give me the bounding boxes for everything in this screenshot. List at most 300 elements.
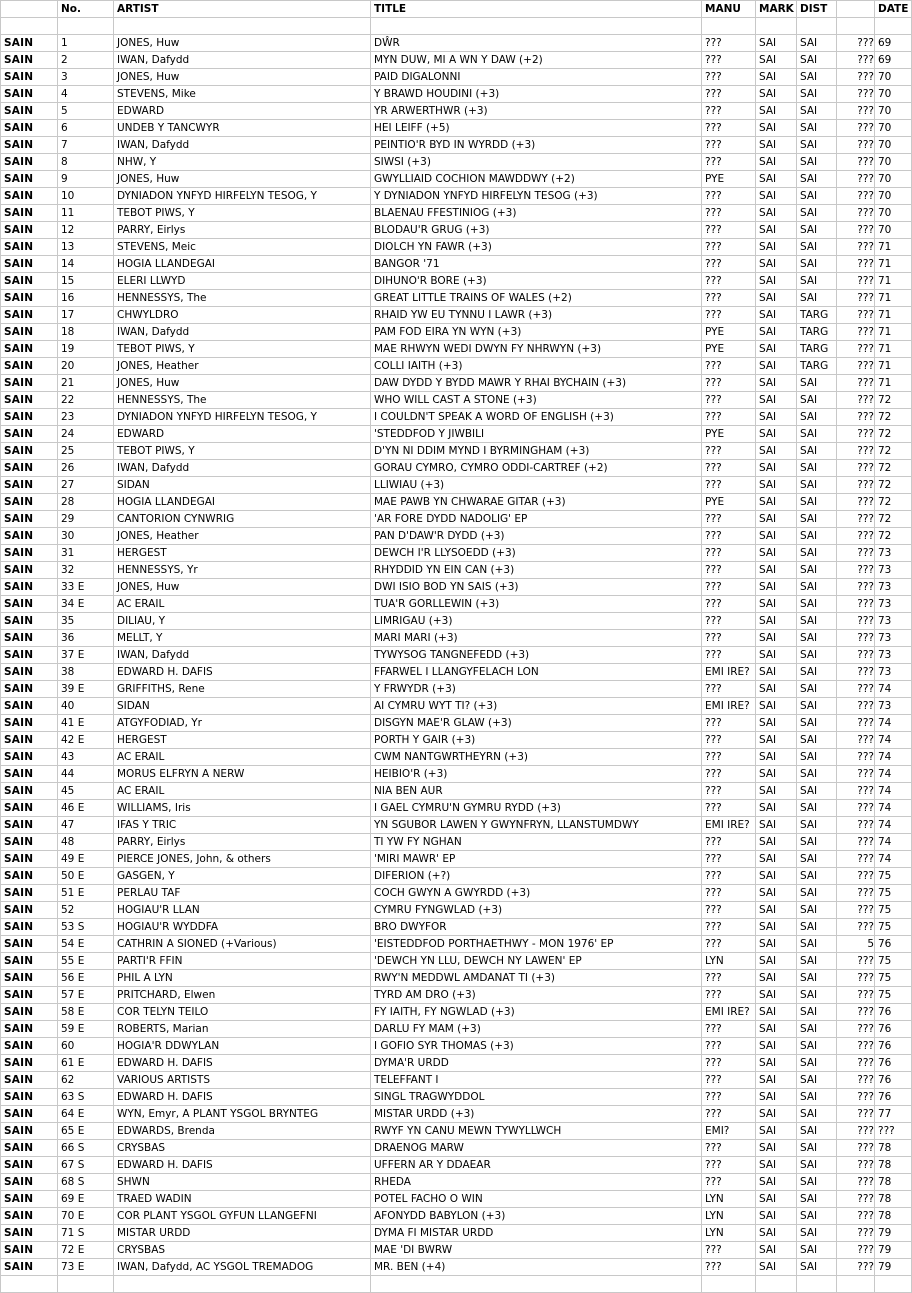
title-cell: MR. BEN (+4) [371, 1259, 702, 1276]
number-cell: 48 [58, 834, 114, 851]
number-cell: 65 E [58, 1123, 114, 1140]
table-row [1, 443, 912, 460]
date-cell: 76 [875, 1038, 912, 1055]
manu-cell: ??? [702, 375, 756, 392]
artist-cell: ATGYFODIAD, Yr [114, 715, 371, 732]
number-cell: 28 [58, 494, 114, 511]
unknown-cell: ??? [837, 494, 875, 511]
title-cell: DIHUNO'R BORE (+3) [371, 273, 702, 290]
mark-cell: SAI [756, 902, 797, 919]
artist-cell: JONES, Huw [114, 69, 371, 86]
number-cell: 73 E [58, 1259, 114, 1276]
artist-cell: GRIFFITHS, Rene [114, 681, 371, 698]
unknown-cell: ??? [837, 851, 875, 868]
number-cell: 30 [58, 528, 114, 545]
table-row [1, 1157, 912, 1174]
dist-cell: SAI [797, 188, 837, 205]
number-cell: 50 E [58, 868, 114, 885]
title-cell: TYRD AM DRO (+3) [371, 987, 702, 1004]
artist-cell: NHW, Y [114, 154, 371, 171]
unknown-cell: ??? [837, 1174, 875, 1191]
date-cell: 79 [875, 1259, 912, 1276]
mark-cell: SAI [756, 715, 797, 732]
artist-cell: HERGEST [114, 545, 371, 562]
table-row [1, 528, 912, 545]
table-row [1, 222, 912, 239]
table-row [1, 1208, 912, 1225]
title-cell: PEINTIO'R BYD IN WYRDD (+3) [371, 137, 702, 154]
title-cell: RWY'N MEDDWL AMDANAT TI (+3) [371, 970, 702, 987]
title-cell: DYMA FI MISTAR URDD [371, 1225, 702, 1242]
date-cell: 72 [875, 477, 912, 494]
mark-cell: SAI [756, 222, 797, 239]
number-cell: 45 [58, 783, 114, 800]
dist-cell: SAI [797, 1157, 837, 1174]
title-cell: 'EISTEDDFOD PORTHAETHWY - MON 1976' EP [371, 936, 702, 953]
number-cell: 46 E [58, 800, 114, 817]
title-cell: NIA BEN AUR [371, 783, 702, 800]
date-cell: 70 [875, 222, 912, 239]
label-cell: SAIN [1, 341, 58, 358]
artist-cell: EDWARD H. DAFIS [114, 664, 371, 681]
artist-cell: IWAN, Dafydd [114, 52, 371, 69]
label-cell: SAIN [1, 1225, 58, 1242]
artist-cell: PARRY, Eirlys [114, 222, 371, 239]
number-cell: 43 [58, 749, 114, 766]
table-row [1, 154, 912, 171]
number-cell: 20 [58, 358, 114, 375]
dist-cell: SAI [797, 715, 837, 732]
table-row [1, 851, 912, 868]
table-row [1, 1140, 912, 1157]
header-manu: MANU [702, 1, 756, 18]
title-cell: I COULDN'T SPEAK A WORD OF ENGLISH (+3) [371, 409, 702, 426]
title-cell: FFARWEL I LLANGYFELACH LON [371, 664, 702, 681]
date-cell: 78 [875, 1191, 912, 1208]
manu-cell: ??? [702, 766, 756, 783]
artist-cell: EDWARD [114, 103, 371, 120]
title-cell: BLODAU'R GRUG (+3) [371, 222, 702, 239]
artist-cell: COR PLANT YSGOL GYFUN LLANGEFNI [114, 1208, 371, 1225]
manu-cell: EMI IRE? [702, 1004, 756, 1021]
mark-cell: SAI [756, 919, 797, 936]
title-cell: AFONYDD BABYLON (+3) [371, 1208, 702, 1225]
label-cell: SAIN [1, 783, 58, 800]
table-row [1, 1259, 912, 1276]
artist-cell: MORUS ELFRYN A NERW [114, 766, 371, 783]
unknown-cell: ??? [837, 919, 875, 936]
mark-cell: SAI [756, 188, 797, 205]
mark-cell: SAI [756, 851, 797, 868]
table-row [1, 885, 912, 902]
dist-cell: SAI [797, 1089, 837, 1106]
artist-cell: STEVENS, Mike [114, 86, 371, 103]
dist-cell: SAI [797, 1123, 837, 1140]
artist-cell: CRYSBAS [114, 1140, 371, 1157]
dist-cell: SAI [797, 1106, 837, 1123]
number-cell: 47 [58, 817, 114, 834]
mark-cell: SAI [756, 1140, 797, 1157]
manu-cell: ??? [702, 715, 756, 732]
date-cell: 74 [875, 749, 912, 766]
mark-cell: SAI [756, 834, 797, 851]
date-cell: 71 [875, 273, 912, 290]
unknown-cell: ??? [837, 868, 875, 885]
manu-cell: ??? [702, 749, 756, 766]
unknown-cell: ??? [837, 562, 875, 579]
unknown-cell: ??? [837, 188, 875, 205]
title-cell: DARLU FY MAM (+3) [371, 1021, 702, 1038]
label-cell: SAIN [1, 460, 58, 477]
manu-cell: ??? [702, 256, 756, 273]
dist-cell: SAI [797, 851, 837, 868]
manu-cell: ??? [702, 1072, 756, 1089]
date-cell: 77 [875, 1106, 912, 1123]
artist-cell: JONES, Heather [114, 528, 371, 545]
unknown-cell: ??? [837, 511, 875, 528]
manu-cell: ??? [702, 35, 756, 52]
unknown-cell: ??? [837, 1191, 875, 1208]
spacer-row [1, 1276, 912, 1293]
mark-cell: SAI [756, 1055, 797, 1072]
title-cell: Y DYNIADON YNFYD HIRFELYN TESOG (+3) [371, 188, 702, 205]
number-cell: 51 E [58, 885, 114, 902]
date-cell: 74 [875, 732, 912, 749]
title-cell: DWI ISIO BOD YN SAIS (+3) [371, 579, 702, 596]
label-cell: SAIN [1, 86, 58, 103]
unknown-cell: ??? [837, 596, 875, 613]
table-row [1, 69, 912, 86]
label-cell: SAIN [1, 987, 58, 1004]
table-row [1, 1242, 912, 1259]
label-cell: SAIN [1, 256, 58, 273]
number-cell: 18 [58, 324, 114, 341]
number-cell: 15 [58, 273, 114, 290]
title-cell: LIMRIGAU (+3) [371, 613, 702, 630]
unknown-cell: ??? [837, 528, 875, 545]
table-row [1, 1191, 912, 1208]
date-cell: 78 [875, 1157, 912, 1174]
mark-cell: SAI [756, 1157, 797, 1174]
number-cell: 67 S [58, 1157, 114, 1174]
dist-cell: SAI [797, 953, 837, 970]
manu-cell: ??? [702, 528, 756, 545]
mark-cell: SAI [756, 698, 797, 715]
artist-cell: JONES, Huw [114, 35, 371, 52]
number-cell: 34 E [58, 596, 114, 613]
number-cell: 9 [58, 171, 114, 188]
label-cell: SAIN [1, 681, 58, 698]
title-cell: PAN D'DAW'R DYDD (+3) [371, 528, 702, 545]
dist-cell: TARG [797, 307, 837, 324]
header-label [1, 1, 58, 18]
number-cell: 44 [58, 766, 114, 783]
table-row [1, 749, 912, 766]
number-cell: 26 [58, 460, 114, 477]
table-row [1, 511, 912, 528]
label-cell: SAIN [1, 545, 58, 562]
date-cell: 70 [875, 188, 912, 205]
date-cell: 73 [875, 596, 912, 613]
dist-cell: SAI [797, 528, 837, 545]
number-cell: 23 [58, 409, 114, 426]
manu-cell: ??? [702, 1021, 756, 1038]
manu-cell: ??? [702, 1259, 756, 1276]
date-cell: 75 [875, 868, 912, 885]
unknown-cell: ??? [837, 545, 875, 562]
table-row [1, 426, 912, 443]
dist-cell: TARG [797, 324, 837, 341]
table-row [1, 1004, 912, 1021]
date-cell: 78 [875, 1208, 912, 1225]
number-cell: 11 [58, 205, 114, 222]
dist-cell: SAI [797, 902, 837, 919]
number-cell: 10 [58, 188, 114, 205]
manu-cell: ??? [702, 137, 756, 154]
table-row [1, 919, 912, 936]
number-cell: 25 [58, 443, 114, 460]
date-cell: 71 [875, 358, 912, 375]
unknown-cell: ??? [837, 171, 875, 188]
mark-cell: SAI [756, 1242, 797, 1259]
artist-cell: SIDAN [114, 477, 371, 494]
number-cell: 70 E [58, 1208, 114, 1225]
table-row [1, 460, 912, 477]
manu-cell: ??? [702, 800, 756, 817]
unknown-cell: ??? [837, 613, 875, 630]
title-cell: Y FRWYDR (+3) [371, 681, 702, 698]
label-cell: SAIN [1, 817, 58, 834]
unknown-cell: ??? [837, 324, 875, 341]
label-cell: SAIN [1, 1259, 58, 1276]
number-cell: 17 [58, 307, 114, 324]
table-row [1, 1021, 912, 1038]
number-cell: 35 [58, 613, 114, 630]
label-cell: SAIN [1, 1055, 58, 1072]
date-cell: 76 [875, 1021, 912, 1038]
artist-cell: MISTAR URDD [114, 1225, 371, 1242]
dist-cell: SAI [797, 868, 837, 885]
label-cell: SAIN [1, 477, 58, 494]
manu-cell: LYN [702, 953, 756, 970]
dist-cell: SAI [797, 494, 837, 511]
manu-cell: PYE [702, 341, 756, 358]
header-blank [837, 1, 875, 18]
number-cell: 52 [58, 902, 114, 919]
unknown-cell: ??? [837, 800, 875, 817]
table-row [1, 562, 912, 579]
table-row [1, 120, 912, 137]
label-cell: SAIN [1, 885, 58, 902]
dist-cell: SAI [797, 1259, 837, 1276]
unknown-cell: ??? [837, 664, 875, 681]
label-cell: SAIN [1, 579, 58, 596]
date-cell: 75 [875, 919, 912, 936]
mark-cell: SAI [756, 443, 797, 460]
artist-cell: TEBOT PIWS, Y [114, 341, 371, 358]
title-cell: GORAU CYMRO, CYMRO ODDI-CARTREF (+2) [371, 460, 702, 477]
label-cell: SAIN [1, 851, 58, 868]
title-cell: TYWYSOG TANGNEFEDD (+3) [371, 647, 702, 664]
number-cell: 58 E [58, 1004, 114, 1021]
dist-cell: SAI [797, 103, 837, 120]
mark-cell: SAI [756, 664, 797, 681]
number-cell: 32 [58, 562, 114, 579]
title-cell: PAM FOD EIRA YN WYN (+3) [371, 324, 702, 341]
date-cell: 74 [875, 715, 912, 732]
number-cell: 56 E [58, 970, 114, 987]
unknown-cell: ??? [837, 1157, 875, 1174]
unknown-cell: ??? [837, 970, 875, 987]
number-cell: 3 [58, 69, 114, 86]
unknown-cell: ??? [837, 1140, 875, 1157]
unknown-cell: ??? [837, 749, 875, 766]
table-row [1, 409, 912, 426]
dist-cell: SAI [797, 511, 837, 528]
table-row [1, 1055, 912, 1072]
dist-cell: SAI [797, 630, 837, 647]
mark-cell: SAI [756, 1191, 797, 1208]
date-cell: 69 [875, 52, 912, 69]
dist-cell: SAI [797, 222, 837, 239]
title-cell: MAE 'DI BWRW [371, 1242, 702, 1259]
mark-cell: SAI [756, 579, 797, 596]
label-cell: SAIN [1, 409, 58, 426]
title-cell: DIOLCH YN FAWR (+3) [371, 239, 702, 256]
label-cell: SAIN [1, 936, 58, 953]
dist-cell: SAI [797, 613, 837, 630]
table-row [1, 545, 912, 562]
artist-cell: CANTORION CYNWRIG [114, 511, 371, 528]
manu-cell: ??? [702, 1055, 756, 1072]
manu-cell: ??? [702, 936, 756, 953]
dist-cell: SAI [797, 664, 837, 681]
manu-cell: ??? [702, 1038, 756, 1055]
mark-cell: SAI [756, 766, 797, 783]
label-cell: SAIN [1, 1123, 58, 1140]
title-cell: DAW DYDD Y BYDD MAWR Y RHAI BYCHAIN (+3) [371, 375, 702, 392]
table-row [1, 579, 912, 596]
date-cell: 76 [875, 1089, 912, 1106]
manu-cell: ??? [702, 392, 756, 409]
unknown-cell: ??? [837, 834, 875, 851]
unknown-cell: ??? [837, 358, 875, 375]
mark-cell: SAI [756, 35, 797, 52]
manu-cell: PYE [702, 426, 756, 443]
title-cell: AI CYMRU WYT TI? (+3) [371, 698, 702, 715]
label-cell: SAIN [1, 1242, 58, 1259]
mark-cell: SAI [756, 1089, 797, 1106]
title-cell: DISGYN MAE'R GLAW (+3) [371, 715, 702, 732]
unknown-cell: ??? [837, 1259, 875, 1276]
label-cell: SAIN [1, 171, 58, 188]
label-cell: SAIN [1, 528, 58, 545]
unknown-cell: ??? [837, 409, 875, 426]
unknown-cell: ??? [837, 1072, 875, 1089]
date-cell: 72 [875, 426, 912, 443]
unknown-cell: ??? [837, 1038, 875, 1055]
manu-cell: LYN [702, 1191, 756, 1208]
manu-cell: PYE [702, 324, 756, 341]
artist-cell: HOGIA LLANDEGAI [114, 494, 371, 511]
mark-cell: SAI [756, 205, 797, 222]
label-cell: SAIN [1, 239, 58, 256]
title-cell: DEWCH I'R LLYSOEDD (+3) [371, 545, 702, 562]
title-cell: RHAID YW EU TYNNU I LAWR (+3) [371, 307, 702, 324]
title-cell: HEIBIO'R (+3) [371, 766, 702, 783]
mark-cell: SAI [756, 800, 797, 817]
unknown-cell: ??? [837, 1123, 875, 1140]
dist-cell: TARG [797, 341, 837, 358]
mark-cell: SAI [756, 477, 797, 494]
unknown-cell: ??? [837, 817, 875, 834]
manu-cell: ??? [702, 647, 756, 664]
header-title: TITLE [371, 1, 702, 18]
manu-cell: EMI IRE? [702, 664, 756, 681]
artist-cell: IWAN, Dafydd [114, 647, 371, 664]
manu-cell: ??? [702, 732, 756, 749]
number-cell: 71 S [58, 1225, 114, 1242]
dist-cell: SAI [797, 171, 837, 188]
dist-cell: SAI [797, 987, 837, 1004]
date-cell: 71 [875, 256, 912, 273]
unknown-cell: ??? [837, 1208, 875, 1225]
artist-cell: CATHRIN A SIONED (+Various) [114, 936, 371, 953]
unknown-cell: ??? [837, 1225, 875, 1242]
title-cell: 'DEWCH YN LLU, DEWCH NY LAWEN' EP [371, 953, 702, 970]
artist-cell: IWAN, Dafydd [114, 137, 371, 154]
unknown-cell: ??? [837, 1021, 875, 1038]
artist-cell: HOGIA LLANDEGAI [114, 256, 371, 273]
dist-cell: TARG [797, 358, 837, 375]
manu-cell: ??? [702, 239, 756, 256]
dist-cell: SAI [797, 834, 837, 851]
label-cell: SAIN [1, 562, 58, 579]
manu-cell: ??? [702, 477, 756, 494]
title-cell: MAE PAWB YN CHWARAE GITAR (+3) [371, 494, 702, 511]
table-row [1, 817, 912, 834]
artist-cell: WYN, Emyr, A PLANT YSGOL BRYNTEG [114, 1106, 371, 1123]
table-row [1, 596, 912, 613]
unknown-cell: ??? [837, 902, 875, 919]
manu-cell: LYN [702, 1225, 756, 1242]
title-cell: RHYDDID YN EIN CAN (+3) [371, 562, 702, 579]
dist-cell: SAI [797, 647, 837, 664]
dist-cell: SAI [797, 1140, 837, 1157]
date-cell: 73 [875, 579, 912, 596]
number-cell: 22 [58, 392, 114, 409]
dist-cell: SAI [797, 579, 837, 596]
mark-cell: SAI [756, 1174, 797, 1191]
unknown-cell: ??? [837, 460, 875, 477]
artist-cell: IWAN, Dafydd [114, 460, 371, 477]
table-row [1, 341, 912, 358]
header-date: DATE [875, 1, 912, 18]
manu-cell: ??? [702, 103, 756, 120]
title-cell: BRO DWYFOR [371, 919, 702, 936]
date-cell: 75 [875, 970, 912, 987]
table-row [1, 630, 912, 647]
mark-cell: SAI [756, 528, 797, 545]
label-cell: SAIN [1, 1157, 58, 1174]
title-cell: I GAEL CYMRU'N GYMRU RYDD (+3) [371, 800, 702, 817]
number-cell: 69 E [58, 1191, 114, 1208]
artist-cell: WILLIAMS, Iris [114, 800, 371, 817]
number-cell: 12 [58, 222, 114, 239]
artist-cell: IFAS Y TRIC [114, 817, 371, 834]
mark-cell: SAI [756, 239, 797, 256]
table-row [1, 86, 912, 103]
